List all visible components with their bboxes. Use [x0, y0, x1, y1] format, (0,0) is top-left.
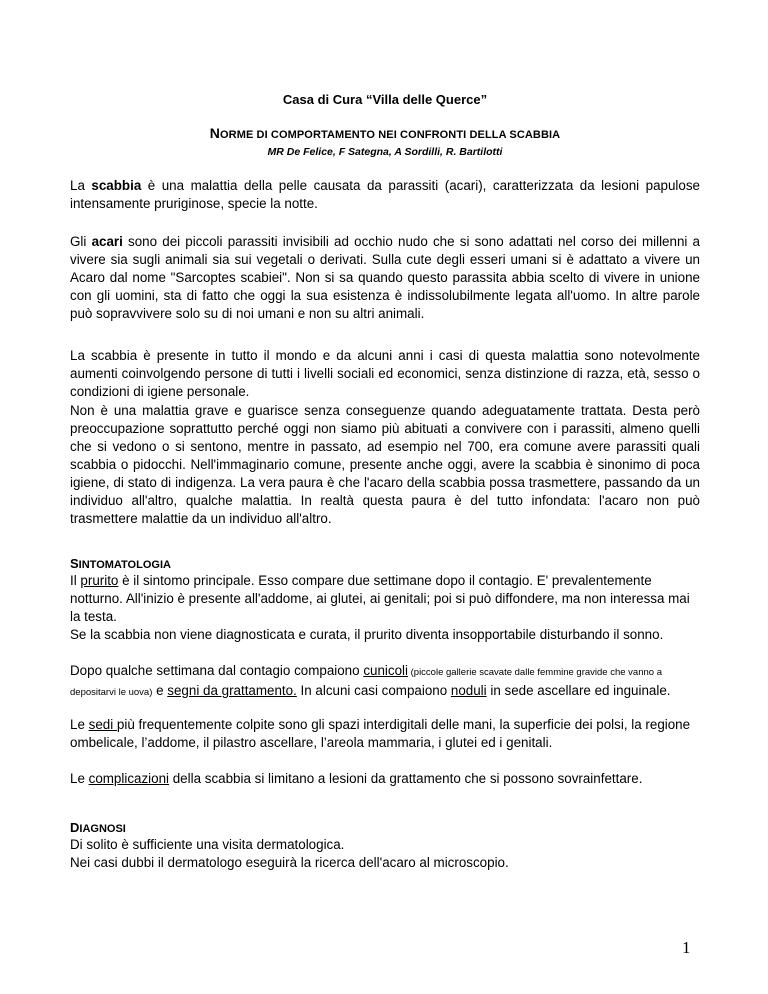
intro-paragraph-1	[70, 177, 700, 213]
sintomatologia-paragraph-1	[70, 572, 700, 626]
text: Il	[70, 573, 81, 588]
diagnosi-line-2: Nei casi dubbi il dermatologo eseguirà la ricerca dell'acaro al microscopio.	[70, 855, 509, 870]
underlined-term: cunicoli	[363, 663, 408, 678]
text: Gli	[70, 234, 92, 249]
bold-term: scabbia	[91, 178, 142, 193]
text: In alcuni casi compaiono	[296, 683, 451, 698]
sintomatologia-paragraph-2: Se la scabbia non viene diagnosticata e curata, il prurito diventa insopportabile disturbando il sonno.	[70, 627, 664, 642]
diagnosi-line-1: Di solito è sufficiente una visita dermatologica.	[70, 837, 345, 852]
text: Le	[70, 717, 89, 732]
sintomatologia-paragraph-4	[70, 716, 700, 752]
small-note: (piccole gallerie scavate dalle femmine gravide che vanno a depositarvi le uova)	[70, 667, 662, 698]
heading-rest: INTOMATOLOGIA	[78, 559, 171, 571]
subtitle-rest: ORME DI COMPORTAMENTO NEI CONFRONTI DELLA SCABBIA	[220, 129, 561, 141]
underlined-term: noduli	[450, 683, 487, 698]
document-subtitle	[70, 125, 700, 141]
intro-paragraph-4: Non è una malattia grave e guarisce senza conseguenze quando adeguatamente trattata. Desta però preoccupazione soprattutto perché oggi non siamo più abituati a convivere con i parassiti, almeno quelli che si vedono o si sentono, mentre in passato, ad esempio nel 700, era comune avere parassiti quali scabbia o pidocchi. Nell'immaginario comune, presente anche oggi, avere la scabbia è sinonimo di poca igiene, di stato di indigenza. La vera paura è che l'acaro della scabbia possa trasmettere, passando da un individuo all'altro, qualche malattia. In realtà questa paura è del tutto infondata: l'acaro non può trasmettere malattie da un individuo all'altro.	[70, 403, 700, 526]
heading-rest: IAGNOSI	[79, 823, 126, 835]
document-title: Casa di Cura “Villa delle Querce”	[282, 92, 488, 107]
section-heading-sintomatologia	[70, 556, 171, 571]
underlined-term: sedi	[88, 717, 117, 732]
heading-initial: S	[70, 556, 79, 571]
intro-paragraph-2	[70, 233, 700, 323]
text: più frequentemente colpite sono gli spazi interdigitali delle mani, la superficie dei polsi, la regione ombelicale, l’addome, il pilastro ascellare, l’areola mammaria, i glutei ed i genitali.	[70, 717, 691, 750]
text: è una malattia della pelle causata da parassiti (acari), caratterizzata da lesioni papulose intensamente pruriginose, specie la notte.	[70, 178, 700, 211]
page-number: 1	[682, 938, 691, 957]
text: e	[152, 683, 168, 698]
intro-paragraph-3: La scabbia è presente in tutto il mondo e da alcuni anni i casi di questa malattia sono notevolmente aumenti coinvolgendo persone di tutti i livelli sociali ed economici, senza distinzione di razza, età, sesso o condizioni di igiene personale.	[70, 348, 700, 399]
sintomatologia-paragraph-3	[70, 662, 700, 702]
text: della scabbia si limitano a lesioni da grattamento che si possono sovrainfettare.	[169, 771, 643, 786]
text: in sede ascellare ed inguinale.	[486, 683, 671, 698]
authors: MR De Felice, F Sategna, A Sordilli, R. Bartilotti	[267, 146, 503, 158]
text: Le	[70, 771, 89, 786]
section-heading-diagnosi	[70, 820, 126, 835]
text: Dopo qualche settimana dal contagio compaiono	[70, 663, 364, 678]
text: sono dei piccoli parassiti invisibili ad occhio nudo che si sono adattati nel corso dei millenni a vivere sia sugli animali sia sui vegetali o derivati. Sulla cute degli esseri umani si è adattato a vivere un Acaro dal nome "Sarcoptes scabiei". Non si sa quando questo parassita abbia scelto di vivere in unione con gli uomini, sta di fatto che oggi la sua esistenza è indissolubilmente legata all'uomo. In altre parole può sopravvivere solo su di noi umani e non su altri animali.	[70, 234, 700, 321]
text: La	[70, 178, 92, 193]
heading-initial: D	[70, 820, 80, 835]
sintomatologia-paragraph-5	[70, 770, 700, 788]
subtitle-initial: N	[209, 125, 220, 141]
underlined-term: prurito	[80, 573, 119, 588]
underlined-term: complicazioni	[88, 771, 170, 786]
bold-term: acari	[91, 234, 123, 249]
underlined-term: segni da grattamento.	[167, 683, 297, 698]
text: è il sintomo principale. Esso compare due settimane dopo il contagio. E' prevalentemente notturno. All'inizio è presente all'addome, ai glutei, ai genitali; poi si può diffondere, ma non interessa mai la testa.	[70, 573, 690, 624]
